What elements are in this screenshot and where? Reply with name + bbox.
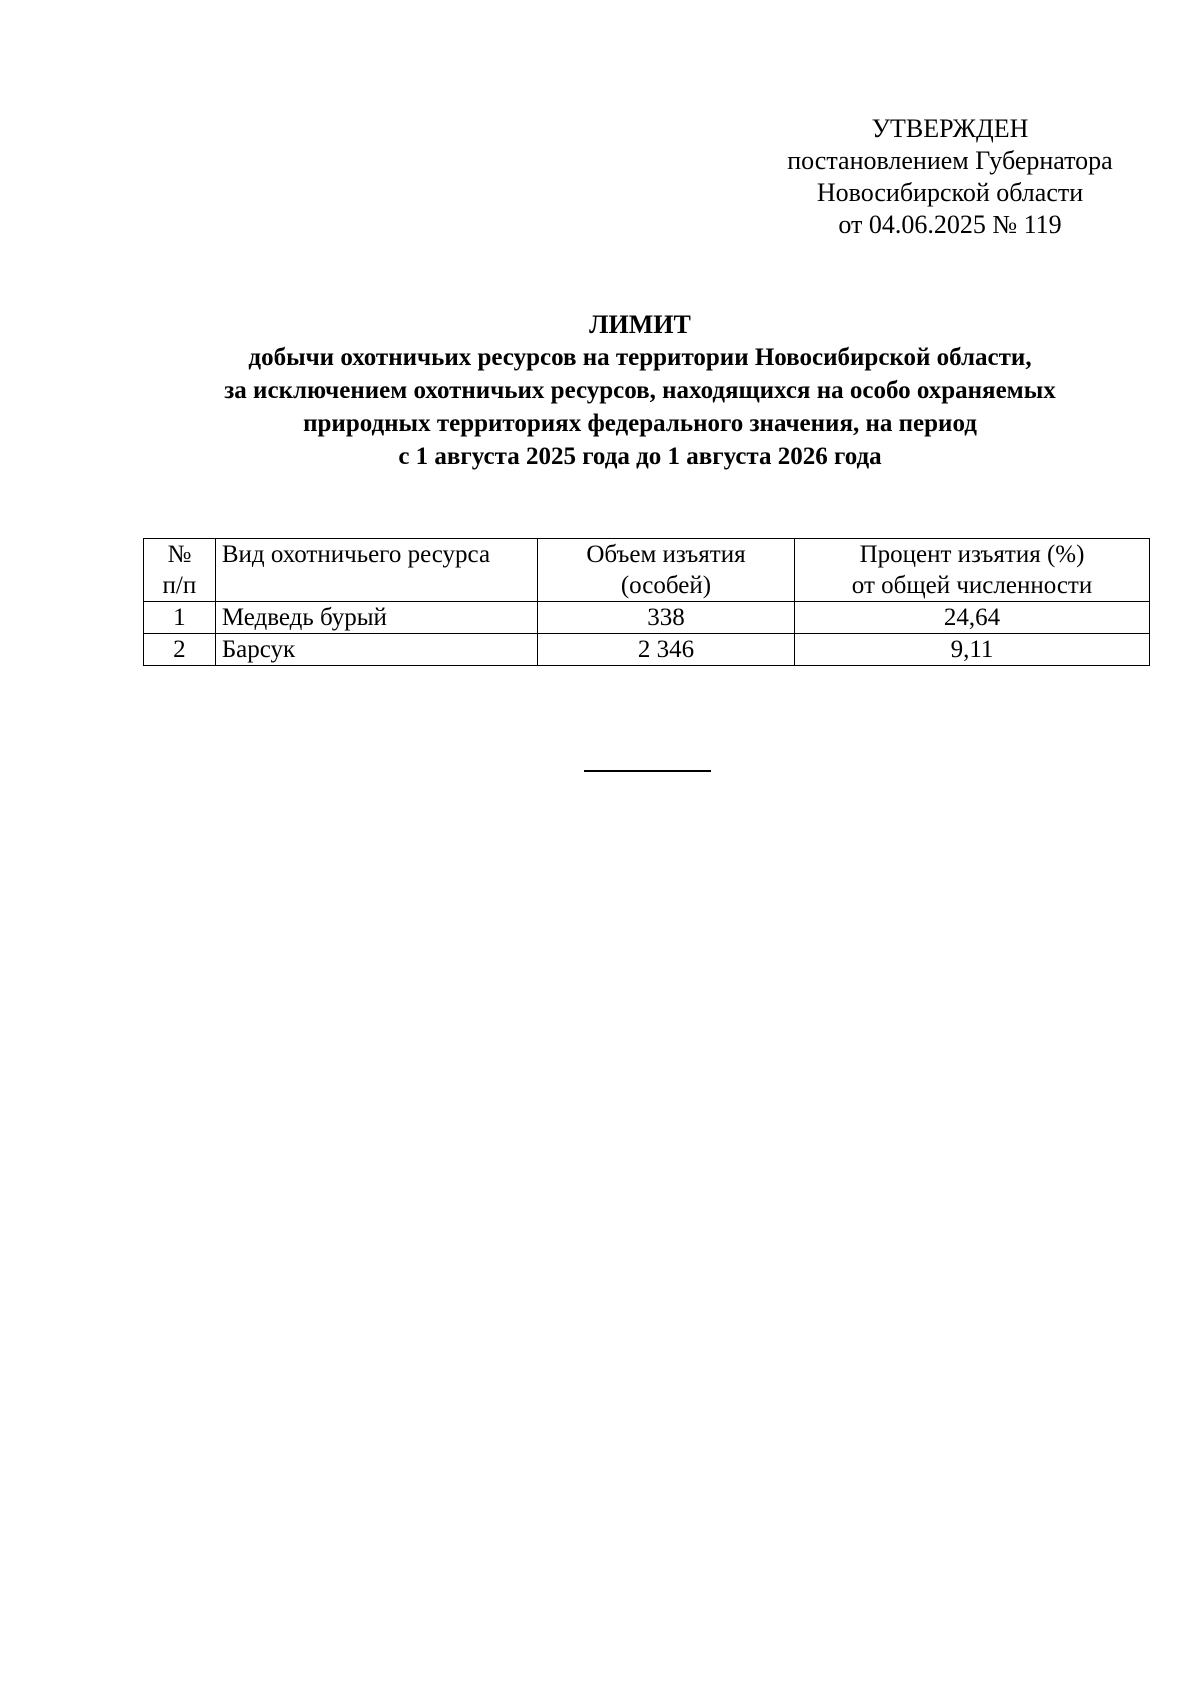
approval-heading: УТВЕРЖДЕН xyxy=(871,114,1029,143)
limits-table xyxy=(143,538,1150,666)
row-volume: 2 346 xyxy=(537,634,794,666)
approval-by-decree: постановлением Губернатора xyxy=(787,146,1113,175)
header-percent: Процент изъятия (%) от общей численности xyxy=(795,539,1150,602)
header-volume: Объем изъятия (особей) xyxy=(537,539,794,602)
document-title xyxy=(110,308,1170,473)
title-line-2: за исключением охотничьих ресурсов, находящихся на особо охраняемых xyxy=(224,377,1056,404)
approval-region: Новосибирской области xyxy=(816,178,1084,207)
header-number: № п/п xyxy=(144,539,216,602)
title-main: ЛИМИТ xyxy=(589,310,691,339)
row-volume: 338 xyxy=(537,602,794,634)
title-line-4: с 1 августа 2025 года до 1 августа 2026 года xyxy=(398,443,882,470)
row-number: 1 xyxy=(144,602,216,634)
row-percent: 24,64 xyxy=(795,602,1150,634)
row-resource-type: Барсук xyxy=(215,634,537,666)
title-line-3: природных территориях федерального значения, на период xyxy=(303,410,977,437)
row-percent: 9,11 xyxy=(795,634,1150,666)
table-row xyxy=(144,602,1150,634)
title-line-1: добычи охотничьих ресурсов на территории Новосибирской области, xyxy=(248,344,1032,371)
row-number: 2 xyxy=(144,634,216,666)
approval-stamp-block xyxy=(720,113,1180,241)
table-row xyxy=(144,634,1150,666)
approval-date-number: от 04.06.2025 № 119 xyxy=(838,210,1062,239)
document-end-rule xyxy=(584,770,711,772)
table-header-row xyxy=(144,539,1150,602)
row-resource-type: Медведь бурый xyxy=(215,602,537,634)
header-resource-type: Вид охотничьего ресурса xyxy=(215,539,537,602)
